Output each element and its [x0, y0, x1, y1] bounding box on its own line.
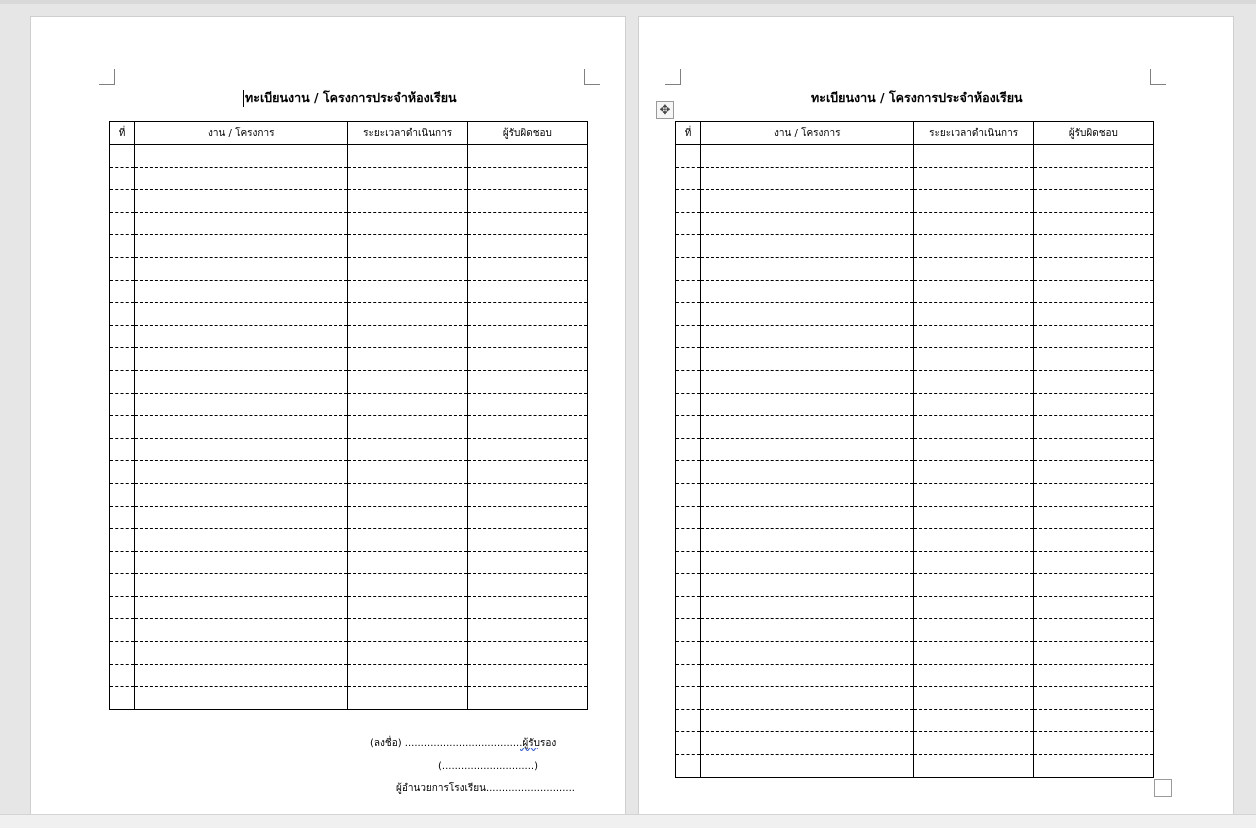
- header-no[interactable]: ที่: [676, 122, 701, 145]
- header-owner[interactable]: ผู้รับผิดชอบ: [467, 122, 587, 145]
- cell-task[interactable]: [135, 167, 348, 190]
- cell-period[interactable]: [348, 257, 467, 280]
- cell-period[interactable]: [348, 619, 467, 642]
- table-row: [676, 732, 1154, 755]
- cell-no[interactable]: [110, 348, 135, 371]
- cell-task[interactable]: [701, 325, 914, 348]
- cell-period[interactable]: [348, 212, 467, 235]
- cell-task[interactable]: [701, 574, 914, 597]
- cell-task[interactable]: [135, 483, 348, 506]
- cell-owner[interactable]: [467, 506, 587, 529]
- cell-owner[interactable]: [1033, 709, 1153, 732]
- cell-owner[interactable]: [1033, 190, 1153, 213]
- cell-no[interactable]: [110, 167, 135, 190]
- table-row: [676, 596, 1154, 619]
- cell-owner[interactable]: [467, 190, 587, 213]
- cell-owner[interactable]: [467, 167, 587, 190]
- cell-owner[interactable]: [467, 461, 587, 484]
- cell-no[interactable]: [110, 438, 135, 461]
- table-row: [676, 416, 1154, 439]
- cell-task[interactable]: [135, 325, 348, 348]
- cell-owner[interactable]: [467, 551, 587, 574]
- cell-owner[interactable]: [1033, 506, 1153, 529]
- cell-task[interactable]: [701, 506, 914, 529]
- cell-task[interactable]: [701, 257, 914, 280]
- cell-task[interactable]: [701, 664, 914, 687]
- squiggle-underline-icon: [520, 748, 538, 752]
- table-body: [676, 145, 1154, 778]
- cell-period[interactable]: [348, 370, 467, 393]
- table-row: [110, 529, 588, 552]
- cell-no[interactable]: [676, 303, 701, 326]
- cell-no[interactable]: [676, 461, 701, 484]
- margin-corner-top-right-icon: [584, 69, 600, 85]
- header-task[interactable]: งาน / โครงการ: [135, 122, 348, 145]
- table-row: [676, 529, 1154, 552]
- table-row: [110, 551, 588, 574]
- cell-period[interactable]: [348, 596, 467, 619]
- table-row: [676, 190, 1154, 213]
- cell-owner[interactable]: [1033, 370, 1153, 393]
- cell-period[interactable]: [348, 325, 467, 348]
- table-row: [676, 438, 1154, 461]
- cell-owner[interactable]: [467, 212, 587, 235]
- cell-owner[interactable]: [1033, 325, 1153, 348]
- cell-period[interactable]: [348, 145, 467, 168]
- cell-period[interactable]: [348, 190, 467, 213]
- cell-no[interactable]: [676, 687, 701, 710]
- cell-owner[interactable]: [467, 438, 587, 461]
- window-bottom-strip: [0, 814, 1256, 828]
- cell-task[interactable]: [701, 596, 914, 619]
- cell-owner[interactable]: [1033, 303, 1153, 326]
- table-row: [110, 235, 588, 258]
- cell-period[interactable]: [348, 438, 467, 461]
- table-row: [676, 664, 1154, 687]
- table-row: [110, 190, 588, 213]
- cell-no[interactable]: [110, 303, 135, 326]
- cell-task[interactable]: [135, 664, 348, 687]
- cell-task[interactable]: [135, 235, 348, 258]
- cell-owner[interactable]: [1033, 529, 1153, 552]
- table-row: [676, 755, 1154, 778]
- table-row: [676, 370, 1154, 393]
- table-row: [110, 664, 588, 687]
- table-row: [110, 167, 588, 190]
- cell-no[interactable]: [676, 370, 701, 393]
- cell-task[interactable]: [701, 235, 914, 258]
- cell-period[interactable]: [348, 483, 467, 506]
- header-no[interactable]: ที่: [110, 122, 135, 145]
- cell-period[interactable]: [348, 416, 467, 439]
- table-row: [676, 574, 1154, 597]
- header-task[interactable]: งาน / โครงการ: [701, 122, 914, 145]
- table-row: [110, 687, 588, 710]
- cell-owner[interactable]: [467, 257, 587, 280]
- cell-owner[interactable]: [467, 325, 587, 348]
- cell-period[interactable]: [348, 574, 467, 597]
- cell-period[interactable]: [914, 190, 1033, 213]
- cell-task[interactable]: [701, 529, 914, 552]
- signature-line[interactable]: (ลงชื่อ) .....................................ผู้รับรอง: [370, 738, 557, 749]
- cell-period[interactable]: [914, 619, 1033, 642]
- cell-task[interactable]: [701, 709, 914, 732]
- cell-period[interactable]: [914, 732, 1033, 755]
- table-row: [676, 709, 1154, 732]
- cell-owner[interactable]: [467, 664, 587, 687]
- cell-period[interactable]: [348, 551, 467, 574]
- cell-owner[interactable]: [1033, 642, 1153, 665]
- cell-owner[interactable]: [467, 416, 587, 439]
- cell-no[interactable]: [110, 461, 135, 484]
- cell-period[interactable]: [914, 461, 1033, 484]
- cell-period[interactable]: [914, 438, 1033, 461]
- cell-owner[interactable]: [1033, 348, 1153, 371]
- cell-no[interactable]: [676, 529, 701, 552]
- cell-no[interactable]: [110, 596, 135, 619]
- cell-task[interactable]: [135, 348, 348, 371]
- cell-task[interactable]: [701, 483, 914, 506]
- cell-owner[interactable]: [1033, 687, 1153, 710]
- table-row: [110, 325, 588, 348]
- cell-owner[interactable]: [1033, 393, 1153, 416]
- cell-owner[interactable]: [1033, 461, 1153, 484]
- cell-task[interactable]: [701, 280, 914, 303]
- cell-owner[interactable]: [1033, 619, 1153, 642]
- table-row: [110, 303, 588, 326]
- resize-square-icon[interactable]: [1154, 779, 1172, 797]
- cell-period[interactable]: [348, 664, 467, 687]
- cell-owner[interactable]: [1033, 257, 1153, 280]
- cell-no[interactable]: [676, 642, 701, 665]
- table-row: [110, 438, 588, 461]
- cell-no[interactable]: [110, 235, 135, 258]
- cell-task[interactable]: [701, 190, 914, 213]
- cell-no[interactable]: [676, 257, 701, 280]
- cell-period[interactable]: [914, 664, 1033, 687]
- cell-no[interactable]: [110, 529, 135, 552]
- cell-period[interactable]: [914, 687, 1033, 710]
- cell-task[interactable]: [135, 642, 348, 665]
- cell-no[interactable]: [676, 167, 701, 190]
- cell-period[interactable]: [914, 145, 1033, 168]
- cell-task[interactable]: [701, 619, 914, 642]
- cell-period[interactable]: [914, 303, 1033, 326]
- cell-task[interactable]: [701, 687, 914, 710]
- table-row: [676, 167, 1154, 190]
- cell-task[interactable]: [701, 212, 914, 235]
- cell-owner[interactable]: [1033, 755, 1153, 778]
- cell-no[interactable]: [676, 551, 701, 574]
- cell-no[interactable]: [110, 574, 135, 597]
- cell-owner[interactable]: [467, 235, 587, 258]
- cell-task[interactable]: [135, 551, 348, 574]
- cell-period[interactable]: [348, 506, 467, 529]
- cell-task[interactable]: [135, 574, 348, 597]
- cell-no[interactable]: [676, 438, 701, 461]
- table-row: [110, 145, 588, 168]
- cell-period[interactable]: [914, 393, 1033, 416]
- cell-period[interactable]: [914, 642, 1033, 665]
- table-row: [110, 212, 588, 235]
- cell-period[interactable]: [914, 416, 1033, 439]
- margin-corner-top-left-icon: [665, 69, 681, 85]
- header-period[interactable]: ระยะเวลาดำเนินการ: [348, 122, 467, 145]
- cell-period[interactable]: [348, 642, 467, 665]
- cell-period[interactable]: [914, 506, 1033, 529]
- cell-owner[interactable]: [467, 619, 587, 642]
- cell-period[interactable]: [348, 303, 467, 326]
- table-row: [676, 212, 1154, 235]
- register-table[interactable]: [675, 121, 1154, 778]
- cell-owner[interactable]: [1033, 416, 1153, 439]
- cell-task[interactable]: [135, 145, 348, 168]
- cell-no[interactable]: [110, 506, 135, 529]
- table-row: [676, 280, 1154, 303]
- cell-period[interactable]: [348, 393, 467, 416]
- cell-owner[interactable]: [467, 145, 587, 168]
- cell-period[interactable]: [914, 325, 1033, 348]
- cell-no[interactable]: [110, 483, 135, 506]
- table-row: [110, 416, 588, 439]
- table-row: [676, 461, 1154, 484]
- cell-task[interactable]: [701, 303, 914, 326]
- cell-no[interactable]: [676, 325, 701, 348]
- cell-no[interactable]: [676, 145, 701, 168]
- table-row: [676, 506, 1154, 529]
- cell-task[interactable]: [701, 416, 914, 439]
- header-owner[interactable]: ผู้รับผิดชอบ: [1033, 122, 1153, 145]
- table-body: [110, 145, 588, 710]
- table-header-row: [676, 122, 1154, 145]
- cell-period[interactable]: [348, 235, 467, 258]
- cell-owner[interactable]: [467, 303, 587, 326]
- cell-no[interactable]: [676, 212, 701, 235]
- cell-owner[interactable]: [467, 596, 587, 619]
- cell-period[interactable]: [914, 348, 1033, 371]
- cell-owner[interactable]: [467, 280, 587, 303]
- table-header-row: [110, 122, 588, 145]
- cell-owner[interactable]: [1033, 664, 1153, 687]
- cell-owner[interactable]: [1033, 212, 1153, 235]
- table-row: [110, 574, 588, 597]
- cell-no[interactable]: [110, 551, 135, 574]
- cell-task[interactable]: [701, 551, 914, 574]
- document-page-1[interactable]: [31, 17, 625, 814]
- cell-period[interactable]: [914, 529, 1033, 552]
- cell-no[interactable]: [676, 348, 701, 371]
- cell-period[interactable]: [914, 280, 1033, 303]
- cell-no[interactable]: [676, 393, 701, 416]
- cell-owner[interactable]: [467, 529, 587, 552]
- cell-task[interactable]: [135, 438, 348, 461]
- cell-no[interactable]: [110, 190, 135, 213]
- table-row: [676, 687, 1154, 710]
- cell-task[interactable]: [135, 529, 348, 552]
- cell-task[interactable]: [701, 461, 914, 484]
- cell-no[interactable]: [110, 280, 135, 303]
- table-row: [110, 506, 588, 529]
- cell-task[interactable]: [701, 393, 914, 416]
- cell-owner[interactable]: [1033, 596, 1153, 619]
- cell-task[interactable]: [135, 393, 348, 416]
- cell-period[interactable]: [914, 551, 1033, 574]
- cell-period[interactable]: [914, 483, 1033, 506]
- cell-task[interactable]: [701, 348, 914, 371]
- cell-owner[interactable]: [1033, 438, 1153, 461]
- margin-corner-top-left-icon: [99, 69, 115, 85]
- cell-period[interactable]: [348, 348, 467, 371]
- cell-owner[interactable]: [1033, 483, 1153, 506]
- cell-no[interactable]: [676, 619, 701, 642]
- signature-name-line[interactable]: (.............................): [438, 761, 538, 772]
- cell-period[interactable]: [348, 529, 467, 552]
- margin-corner-top-right-icon: [1150, 69, 1166, 85]
- table-row: [110, 642, 588, 665]
- cell-no[interactable]: [676, 235, 701, 258]
- cell-task[interactable]: [135, 370, 348, 393]
- table-row: [676, 483, 1154, 506]
- cell-owner[interactable]: [467, 483, 587, 506]
- cell-no[interactable]: [676, 506, 701, 529]
- cell-owner[interactable]: [467, 348, 587, 371]
- table-row: [110, 596, 588, 619]
- cell-no[interactable]: [110, 664, 135, 687]
- cell-no[interactable]: [676, 596, 701, 619]
- cell-no[interactable]: [676, 755, 701, 778]
- cell-period[interactable]: [914, 574, 1033, 597]
- table-row: [676, 325, 1154, 348]
- cell-task[interactable]: [135, 212, 348, 235]
- cell-no[interactable]: [676, 190, 701, 213]
- cell-task[interactable]: [135, 596, 348, 619]
- cell-period[interactable]: [914, 212, 1033, 235]
- cell-owner[interactable]: [1033, 574, 1153, 597]
- cell-no[interactable]: [676, 574, 701, 597]
- cell-no[interactable]: [110, 642, 135, 665]
- cell-task[interactable]: [135, 303, 348, 326]
- cell-owner[interactable]: [1033, 280, 1153, 303]
- table-row: [676, 257, 1154, 280]
- cell-period[interactable]: [914, 709, 1033, 732]
- cell-task[interactable]: [135, 461, 348, 484]
- cell-no[interactable]: [110, 393, 135, 416]
- cell-task[interactable]: [701, 145, 914, 168]
- cell-task[interactable]: [135, 416, 348, 439]
- cell-no[interactable]: [110, 370, 135, 393]
- cell-period[interactable]: [914, 370, 1033, 393]
- cell-period[interactable]: [348, 280, 467, 303]
- cell-period[interactable]: [914, 257, 1033, 280]
- cell-task[interactable]: [135, 280, 348, 303]
- cell-period[interactable]: [914, 167, 1033, 190]
- table-row: [676, 303, 1154, 326]
- page-title[interactable]: ทะเบียนงาน / โครงการประจำห้องเรียน: [245, 90, 457, 105]
- table-row: [110, 280, 588, 303]
- cell-task[interactable]: [135, 190, 348, 213]
- table-row: [676, 348, 1154, 371]
- cell-no[interactable]: [110, 619, 135, 642]
- text-cursor: [243, 90, 244, 107]
- cell-no[interactable]: [676, 280, 701, 303]
- cell-owner[interactable]: [1033, 235, 1153, 258]
- table-row: [110, 257, 588, 280]
- cell-task[interactable]: [701, 370, 914, 393]
- cell-owner[interactable]: [467, 687, 587, 710]
- table-row: [676, 235, 1154, 258]
- window-top-strip: [0, 0, 1256, 4]
- cell-task[interactable]: [135, 619, 348, 642]
- cell-no[interactable]: [676, 709, 701, 732]
- cell-owner[interactable]: [1033, 145, 1153, 168]
- cell-task[interactable]: [701, 755, 914, 778]
- table-row: [110, 619, 588, 642]
- cell-no[interactable]: [110, 212, 135, 235]
- cell-period[interactable]: [348, 687, 467, 710]
- cell-period[interactable]: [914, 235, 1033, 258]
- table-row: [110, 461, 588, 484]
- cell-no[interactable]: [676, 732, 701, 755]
- cell-no[interactable]: [110, 257, 135, 280]
- table-row: [110, 370, 588, 393]
- cell-no[interactable]: [110, 145, 135, 168]
- cell-task[interactable]: [701, 732, 914, 755]
- cell-task[interactable]: [701, 642, 914, 665]
- cell-task[interactable]: [135, 257, 348, 280]
- table-row: [676, 551, 1154, 574]
- cell-owner[interactable]: [467, 574, 587, 597]
- cell-owner[interactable]: [1033, 167, 1153, 190]
- cell-period[interactable]: [914, 596, 1033, 619]
- register-table[interactable]: [109, 121, 588, 710]
- cell-no[interactable]: [676, 483, 701, 506]
- table-row: [676, 393, 1154, 416]
- cell-task[interactable]: [701, 438, 914, 461]
- signature-position-line[interactable]: ผู้อำนวยการโรงเรียน............................: [396, 783, 575, 794]
- table-row: [110, 483, 588, 506]
- cell-owner[interactable]: [467, 393, 587, 416]
- document-page-2[interactable]: [639, 17, 1233, 814]
- page-title[interactable]: ทะเบียนงาน / โครงการประจำห้องเรียน: [811, 90, 1023, 105]
- cell-owner[interactable]: [1033, 732, 1153, 755]
- cell-task[interactable]: [701, 167, 914, 190]
- cell-task[interactable]: [135, 687, 348, 710]
- table-row: [676, 145, 1154, 168]
- move-arrows-icon[interactable]: ✥: [656, 101, 674, 119]
- cell-owner[interactable]: [467, 642, 587, 665]
- cell-period[interactable]: [348, 167, 467, 190]
- table-row: [676, 619, 1154, 642]
- table-row: [676, 642, 1154, 665]
- cell-no[interactable]: [110, 416, 135, 439]
- cell-task[interactable]: [135, 506, 348, 529]
- table-row: [110, 348, 588, 371]
- cell-period[interactable]: [348, 461, 467, 484]
- cell-owner[interactable]: [1033, 551, 1153, 574]
- table-row: [110, 393, 588, 416]
- header-period[interactable]: ระยะเวลาดำเนินการ: [914, 122, 1033, 145]
- cell-no[interactable]: [110, 325, 135, 348]
- cell-owner[interactable]: [467, 370, 587, 393]
- cell-no[interactable]: [110, 687, 135, 710]
- cell-period[interactable]: [914, 755, 1033, 778]
- cell-no[interactable]: [676, 416, 701, 439]
- cell-no[interactable]: [676, 664, 701, 687]
